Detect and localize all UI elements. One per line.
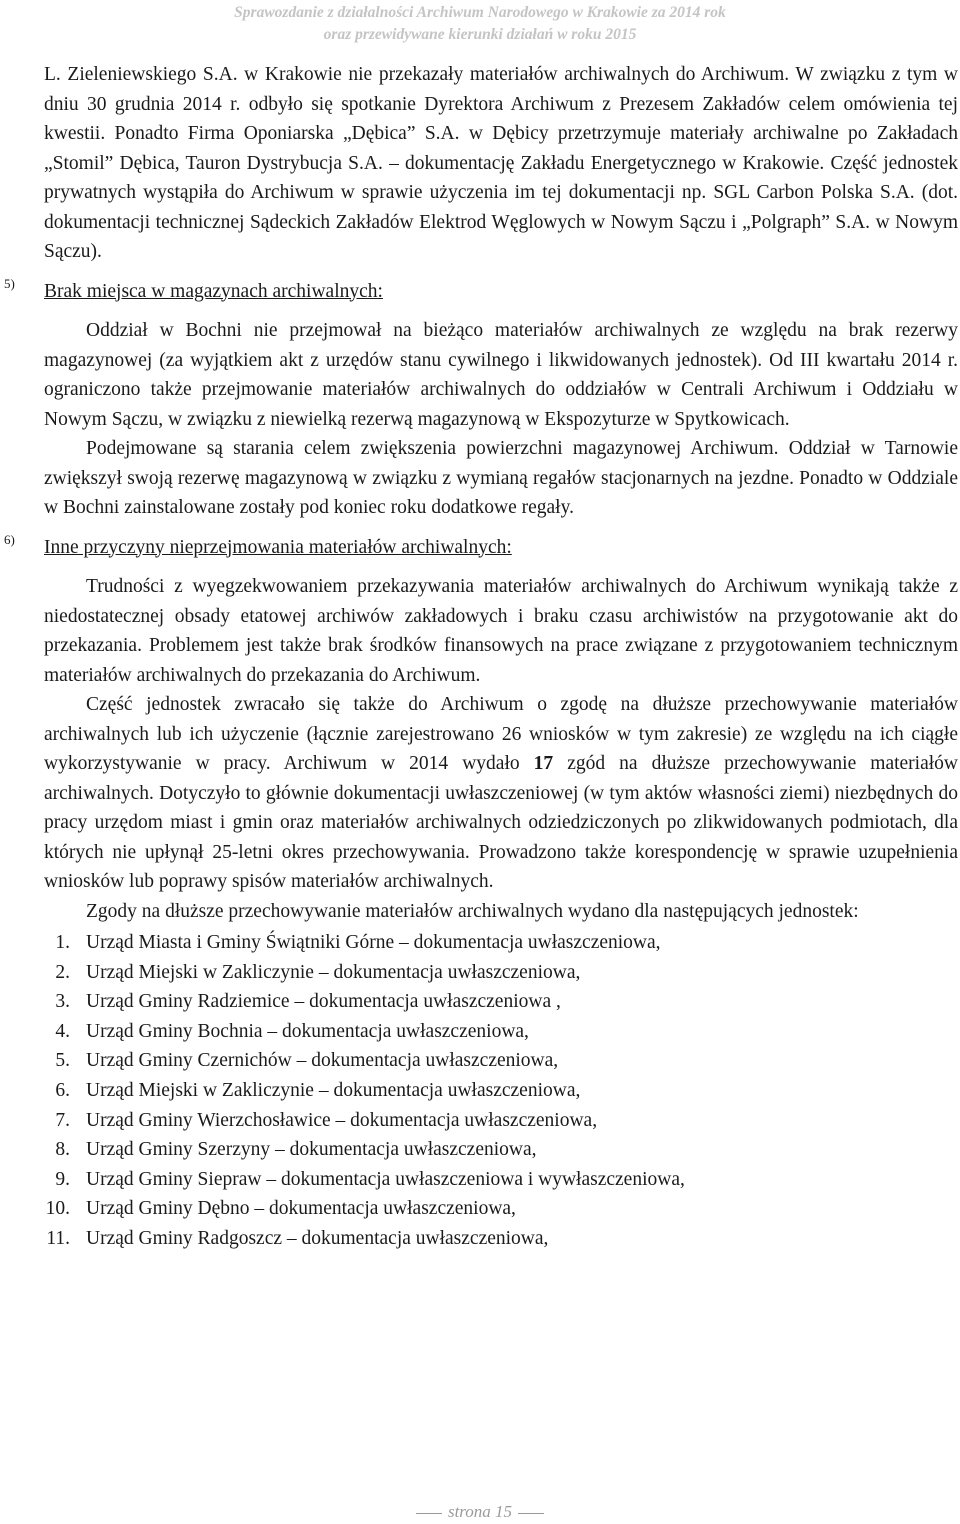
list-item xyxy=(44,1017,958,1047)
note-5-paragraph-2: Podejmowane są starania celem zwiększenia powierzchni magazynowej Archiwum. Oddział w Tarnowie zwiększył swoją rezerwę magazynową w związku z wymianą regałów stacjonarnych na jezdne. Ponadto w Oddziale w Bochni zainstalowane zostały pod koniec roku dodatkowe regały. xyxy=(44,438,958,518)
list-item xyxy=(44,1194,958,1224)
list-item xyxy=(44,1076,958,1106)
running-header xyxy=(0,2,960,46)
note-6 xyxy=(4,531,958,1254)
list-item-number: 4. xyxy=(55,1020,70,1042)
list-item-number: 6. xyxy=(55,1079,70,1101)
note-6-paragraph-2-start: Część jednostek zwracało się także do Archiwum o zgodę na dłuższe przechowywanie materiałów archiwalnych lub ich użyczenie (łącznie zarejestrowano 26 wniosków w tym zakresie) ze względu na ich ciągłe wykorzystywanie w pracy. Archiwum w 2014 wydało xyxy=(44,694,958,774)
footer-dash-right xyxy=(518,1513,544,1514)
note-5 xyxy=(4,275,958,523)
list-item-text: Urząd Miejski w Zakliczynie – dokumentacja uwłaszczeniowa, xyxy=(86,961,581,983)
list-item-number: 1. xyxy=(55,932,70,953)
list-item-text: Urząd Miasta i Gminy Świątniki Górne – dokumentacja uwłaszczeniowa, xyxy=(86,932,661,953)
list-item xyxy=(44,1224,958,1254)
note-6-paragraph-2 xyxy=(44,690,958,897)
page-number: strona 15 xyxy=(447,1502,513,1521)
list-item-text: Urząd Miejski w Zakliczynie – dokumentacja uwłaszczeniowa, xyxy=(86,1079,581,1101)
note-5-paragraph-1: Oddział w Bochni nie przejmował na bieżąco materiałów archiwalnych ze względu na brak rezerwy magazynowej (za wyjątkiem akt z urzędów stanu cywilnego i likwidowanych jednostek). Od III kwartału 2014 r. ograniczono także przejmowanie materiałów archiwalnych do oddziałów w Centrali Archiwum i Oddziału w Nowym Sączu, w związku z niewielką rezerwą magazynową w Ekspozyturze w Spytkowicach. xyxy=(44,320,958,430)
list-item-text: Urząd Gminy Wierzchosławice – dokumentacja uwłaszczeniowa, xyxy=(86,1109,598,1131)
intro-paragraph: L. Zieleniewskiego S.A. w Krakowie nie przekazały materiałów archiwalnych do Archiwum. W związku z tym w dniu 30 grudnia 2014 r. odbyło się spotkanie Dyrektora Archiwum z Prezesem Zakładów celem omówienia tej kwestii. Ponadto Firma Oponiarska „Dębica” S.A. w Dębicy przetrzymuje materiały archiwalne po Zakładach „Stomil” Dębica, Tauron Dystrybucja S.A. – dokumentację Zakładu Energetycznego w Krakowie. Część jednostek prywatnych wystąpiła do Archiwum w sprawie użyczenia im tej dokumentacji np. SGL Carbon Polska S.A. (dot. dokumentacji technicznej Sądeckich Zakładów Elektrod Węglowych w Nowym Sączu i „Polgraph” S.A. w Nowym Sączu). xyxy=(44,64,958,262)
list-item-text: Urząd Gminy Dębno – dokumentacja uwłaszczeniowa, xyxy=(86,1198,516,1220)
page-footer xyxy=(0,1502,960,1522)
list-item xyxy=(44,987,958,1017)
list-item xyxy=(44,1165,958,1195)
units-list xyxy=(44,928,958,1254)
list-item xyxy=(44,958,958,988)
list-item-number: 5. xyxy=(55,1050,70,1072)
list-item-number: 3. xyxy=(55,991,70,1013)
list-item xyxy=(44,928,958,958)
note-6-number: 6) xyxy=(4,531,15,547)
list-item-number: 2. xyxy=(55,961,70,983)
note-6-paragraph-2-end: zgód na dłuższe przechowywanie materiałów archiwalnych. Dotyczyło to głównie dokumentacji uwłaszczeniowej (w tym aktów własności ziemi) niezbędnych do pracy urzędom miast i gmin oraz materiałów archiwalnych odziedziczonych po zlikwidowanych podmiotach, dla których nie upłynął 25-letni okres przechowywania. Prowadzono także korespondencję w sprawie uzupełnienia wniosków lub poprawy spisów materiałów archiwalnych. xyxy=(44,753,958,892)
note-6-paragraph-1: Trudności z wyegzekwowaniem przekazywania materiałów archiwalnych do Archiwum wynikają także z niedostatecznej obsady etatowej archiwów zakładowych i braku czasu archiwistów na przygotowanie akt do przekazania. Problemem jest także brak środków finansowych na prace związane z przygotowaniem technicznym materiałów archiwalnych do przekazania do Archiwum. xyxy=(44,576,958,686)
note-6-paragraph-3: Zgody na dłuższe przechowywanie materiałów archiwalnych wydano dla następujących jednostek: xyxy=(86,900,859,922)
note-6-title: Inne przyczyny nieprzejmowania materiałów archiwalnych: xyxy=(44,536,512,558)
list-item-number: 11. xyxy=(46,1227,70,1249)
note-5-number: 5) xyxy=(4,275,15,291)
consent-count: 17 xyxy=(533,753,554,774)
header-line-2: oraz przewidywane kierunki działań w roku 2015 xyxy=(323,26,637,43)
list-item-number: 10. xyxy=(45,1198,70,1220)
list-item-number: 7. xyxy=(55,1109,70,1131)
note-5-title: Brak miejsca w magazynach archiwalnych: xyxy=(44,280,383,302)
list-item-number: 9. xyxy=(55,1168,70,1190)
note-5-heading xyxy=(4,275,958,307)
list-item xyxy=(44,1106,958,1136)
list-item xyxy=(44,1135,958,1165)
list-item-text: Urząd Gminy Bochnia – dokumentacja uwłaszczeniowa, xyxy=(86,1020,529,1042)
list-item-text: Urząd Gminy Szerzyny – dokumentacja uwłaszczeniowa, xyxy=(86,1139,537,1161)
list-item-text: Urząd Gminy Radziemice – dokumentacja uwłaszczeniowa , xyxy=(86,991,561,1013)
footer-dash-left xyxy=(416,1513,442,1514)
list-item-number: 8. xyxy=(55,1139,70,1161)
list-item xyxy=(44,1046,958,1076)
page-body xyxy=(4,60,958,1254)
list-item-text: Urząd Gminy Siepraw – dokumentacja uwłaszczeniowa i wywłaszczeniowa, xyxy=(86,1168,685,1190)
list-item-text: Urząd Gminy Radgoszcz – dokumentacja uwłaszczeniowa, xyxy=(86,1227,549,1249)
header-line-1: Sprawozdanie z działalności Archiwum Narodowego w Krakowie za 2014 rok xyxy=(234,4,726,21)
note-6-heading xyxy=(4,531,958,563)
list-item-text: Urząd Gminy Czernichów – dokumentacja uwłaszczeniowa, xyxy=(86,1050,559,1072)
